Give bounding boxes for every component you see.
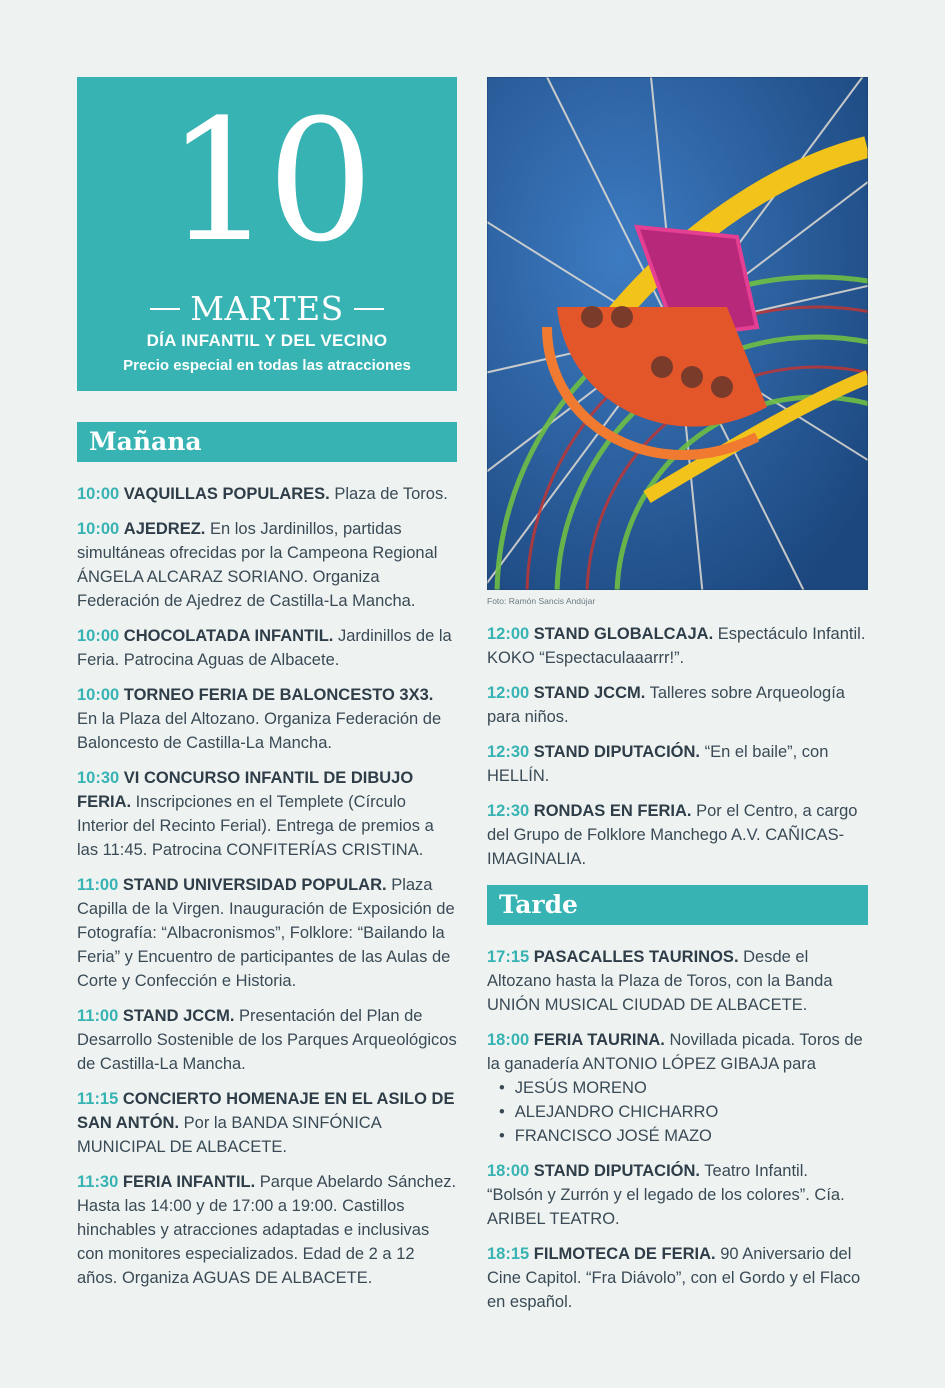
divider xyxy=(354,308,384,310)
event-item xyxy=(487,740,868,788)
event-list-manana-cont xyxy=(487,622,868,871)
event-time: 10:00 xyxy=(77,627,120,645)
left-column xyxy=(77,77,457,1301)
event-time: 10:00 xyxy=(77,485,120,503)
event-time: 10:00 xyxy=(77,520,120,538)
event-description: Parque Abelardo Sánchez. Hasta las 14:00 y de 17:00 a 19:00. Castillos hinchables y atracciones adaptadas e inclusivas con monitores especializados. Edad de 2 a 12 años. Organiza AGUAS DE ALBACETE. xyxy=(77,1173,457,1287)
event-item xyxy=(77,624,457,672)
event-description: Presentación del Plan de Desarrollo Sostenible de los Parques Arqueológicos de Castilla-La Mancha. xyxy=(77,1007,457,1073)
event-title: FERIA INFANTIL. xyxy=(122,1173,256,1191)
event-item xyxy=(487,622,868,670)
event-title: STAND DIPUTACIÓN. xyxy=(533,743,701,761)
event-description: Por el Centro, a cargo del Grupo de Folklore Manchego A.V. CAÑICAS-IMAGINALIA. xyxy=(487,802,858,868)
event-title: STAND UNIVERSIDAD POPULAR. xyxy=(122,876,387,894)
event-description: Plaza Capilla de la Virgen. Inauguración de Exposición de Fotografía: “Albacronismos”, Folklore: “Bailando la Feria” y Encuentro de participantes de las Aulas de Corte y Confección e Historia. xyxy=(77,876,455,990)
event-item xyxy=(77,873,457,993)
event-item xyxy=(487,1159,868,1231)
event-title: STAND JCCM. xyxy=(122,1007,235,1025)
event-title: STAND DIPUTACIÓN. xyxy=(533,1162,701,1180)
performer-list xyxy=(487,1076,868,1148)
section-title-tarde: Tarde xyxy=(487,885,868,925)
event-description: Por la BANDA SINFÓNICA MUNICIPAL DE ALBACETE. xyxy=(77,1114,381,1156)
event-time: 10:00 xyxy=(77,686,120,704)
event-time: 11:00 xyxy=(77,876,119,894)
event-time: 12:00 xyxy=(487,684,530,702)
event-title: RONDAS EN FERIA. xyxy=(533,802,692,820)
ferris-wheel-photo xyxy=(487,77,868,590)
event-title: VI CONCURSO INFANTIL DE DIBUJO FERIA. xyxy=(77,769,414,811)
event-item xyxy=(77,1170,457,1290)
event-title: CHOCOLATADA INFANTIL. xyxy=(123,627,334,645)
event-title: STAND JCCM. xyxy=(533,684,646,702)
event-description: Novillada picada. Toros de la ganadería ANTONIO LÓPEZ GIBAJA para xyxy=(487,1031,863,1073)
event-description: Espectáculo Infantil. KOKO “Espectaculaaarrr!”. xyxy=(487,625,866,667)
event-time: 18:00 xyxy=(487,1162,530,1180)
event-time: 11:30 xyxy=(77,1173,119,1191)
event-description: Plaza de Toros. xyxy=(329,485,448,503)
right-column xyxy=(487,77,868,1325)
day-number: 10 xyxy=(166,83,368,279)
event-description: En la Plaza del Altozano. Organiza Federación de Baloncesto de Castilla-La Mancha. xyxy=(77,710,442,752)
event-list-tarde xyxy=(487,945,868,1314)
event-item xyxy=(487,1028,868,1148)
divider xyxy=(150,308,180,310)
event-description: Teatro Infantil. “Bolsón y Zurrón y el legado de los colores”. Cía. ARIBEL TEATRO. xyxy=(487,1162,845,1228)
event-item xyxy=(77,683,457,755)
event-item xyxy=(487,681,868,729)
performer-item: • FRANCISCO JOSÉ MAZO xyxy=(499,1124,868,1148)
day-subtitle: DÍA INFANTIL Y DEL VECINO xyxy=(146,331,388,350)
event-time: 12:30 xyxy=(487,802,530,820)
event-title: FERIA TAURINA. xyxy=(533,1031,665,1049)
date-header xyxy=(77,77,457,391)
event-title: VAQUILLAS POPULARES. xyxy=(123,485,330,503)
weekday: MARTES xyxy=(190,289,344,328)
photo-credit: Foto: Ramón Sancis Andújar xyxy=(487,596,596,606)
event-time: 11:15 xyxy=(77,1090,119,1108)
event-item xyxy=(77,766,457,862)
day-note: Precio especial en todas las atracciones xyxy=(123,357,411,374)
performer-item: • JESÚS MORENO xyxy=(499,1076,868,1100)
event-item xyxy=(487,945,868,1017)
event-item xyxy=(77,1004,457,1076)
event-description: Jardinillos de la Feria. Patrocina Aguas de Albacete. xyxy=(77,627,452,669)
event-item xyxy=(487,799,868,871)
weekday-row xyxy=(77,289,457,328)
event-item xyxy=(487,1242,868,1314)
ferris-wheel-illustration xyxy=(487,77,868,590)
event-time: 17:15 xyxy=(487,948,530,966)
event-title: AJEDREZ. xyxy=(123,520,206,538)
event-time: 12:30 xyxy=(487,743,530,761)
section-title-manana: Mañana xyxy=(77,422,457,462)
event-title: FILMOTECA DE FERIA. xyxy=(533,1245,716,1263)
performer-item: • ALEJANDRO CHICHARRO xyxy=(499,1100,868,1124)
event-title: CONCIERTO HOMENAJE EN EL ASILO DE SAN ANTÓN. xyxy=(77,1090,455,1132)
event-description: “En el baile”, con HELLÍN. xyxy=(487,743,829,785)
event-item xyxy=(77,482,457,506)
event-item xyxy=(77,1087,457,1159)
event-time: 10:30 xyxy=(77,769,120,787)
event-title: PASACALLES TAURINOS. xyxy=(533,948,739,966)
event-time: 11:00 xyxy=(77,1007,119,1025)
event-time: 18:15 xyxy=(487,1245,530,1263)
event-title: STAND GLOBALCAJA. xyxy=(533,625,714,643)
event-title: TORNEO FERIA DE BALONCESTO 3X3. xyxy=(123,686,434,704)
event-description: 90 Aniversario del Cine Capitol. “Fra Diávolo”, con el Gordo y el Flaco en español. xyxy=(487,1245,861,1311)
event-description: Desde el Altozano hasta la Plaza de Toros, con la Banda UNIÓN MUSICAL CIUDAD DE ALBACETE. xyxy=(487,948,833,1014)
event-description: Talleres sobre Arqueología para niños. xyxy=(487,684,845,726)
event-time: 12:00 xyxy=(487,625,530,643)
event-description: Inscripciones en el Templete (Círculo Interior del Recinto Ferial). Entrega de premios a las 11:45. Patrocina CONFITERÍAS CRISTINA. xyxy=(77,793,434,859)
event-item xyxy=(77,517,457,613)
event-list-manana xyxy=(77,482,457,1290)
event-time: 18:00 xyxy=(487,1031,530,1049)
event-description: En los Jardinillos, partidas simultáneas ofrecidas por la Campeona Regional ÁNGELA ALCARAZ SORIANO. Organiza Federación de Ajedrez de Castilla-La Mancha. xyxy=(77,520,438,610)
